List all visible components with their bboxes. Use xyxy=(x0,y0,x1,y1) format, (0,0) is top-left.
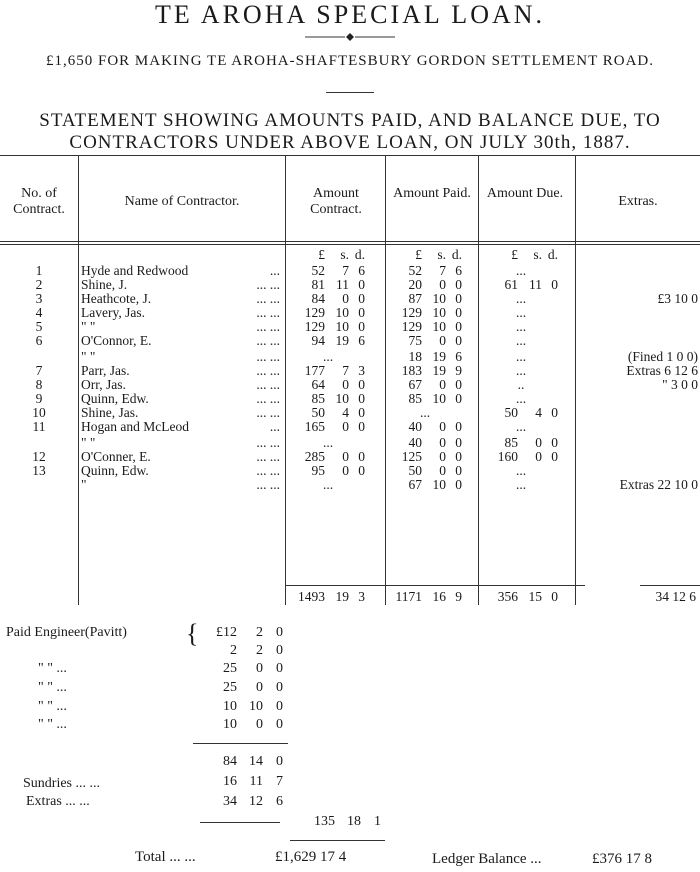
contractor-name: Parr, Jas. xyxy=(81,363,130,378)
contract-amount-shillings: 0 xyxy=(342,449,349,464)
table-row xyxy=(0,464,700,478)
row-leader-dots: ... ... xyxy=(256,391,280,406)
row-leader-dots: ... ... xyxy=(256,349,280,364)
contract-no: 2 xyxy=(35,277,43,292)
due-amount-empty: ... xyxy=(515,319,527,334)
ledger-amount: £376 17 8 xyxy=(592,851,652,867)
contract-amount-shillings: 10 xyxy=(335,391,349,406)
contract-amount-pounds: 84 xyxy=(311,291,325,306)
contractor-name: O'Conner, E. xyxy=(81,449,151,464)
paid-amount-pence: 9 xyxy=(455,363,462,378)
contract-amount-pounds: 165 xyxy=(304,419,325,434)
total-paid-pence: 9 xyxy=(455,589,462,604)
row-leader-dots: ... ... xyxy=(256,405,280,420)
due-amount-empty: ... xyxy=(515,305,527,320)
table-row xyxy=(0,420,700,434)
contract-no: 6 xyxy=(35,333,43,348)
engineer-payment-shillings: 0 xyxy=(256,717,263,732)
contract-amount-pounds: 50 xyxy=(311,405,325,420)
row-leader-dots: ... xyxy=(269,263,280,278)
contractor-name: " xyxy=(81,477,87,492)
engineer-payment xyxy=(0,681,700,695)
row-leader-dots: ... ... xyxy=(256,449,280,464)
due-amount-empty: ... xyxy=(515,333,527,348)
paid-amount-pence: 0 xyxy=(455,319,462,334)
engineer-payment-pence: 0 xyxy=(276,625,283,640)
contractor-name: Lavery, Jas. xyxy=(81,305,145,320)
engineer-payment xyxy=(0,644,700,658)
contract-amount-pounds: 52 xyxy=(311,263,325,278)
due-amount-shillings: 11 xyxy=(529,277,542,292)
contract-amount-shillings: 7 xyxy=(342,363,349,378)
engineer-label: Paid Engineer(Pavitt) xyxy=(6,625,127,640)
header-contractor-name: Name of Contractor. xyxy=(124,194,240,209)
paid-amount-pounds: 183 xyxy=(401,363,422,378)
sundries-label: Sundries ... ... xyxy=(23,776,100,791)
row-leader-dots: ... ... xyxy=(256,277,280,292)
extras-amount xyxy=(0,795,700,809)
row-leader-dots: ... ... xyxy=(256,333,280,348)
contract-no: 3 xyxy=(35,291,43,306)
engineer-payment-pounds: £12 xyxy=(216,625,237,640)
contract-amount-pence: 0 xyxy=(358,391,365,406)
paid-amount-pounds: 40 xyxy=(408,435,422,450)
table-row xyxy=(0,406,700,420)
contract-amount-pounds: 129 xyxy=(304,305,325,320)
row-leader-dots: ... ... xyxy=(256,377,280,392)
contractor-name: " " xyxy=(81,349,96,364)
contract-amount-pounds: 285 xyxy=(304,449,325,464)
total-due-shillings: 15 xyxy=(528,589,542,604)
paid-amount-pence: 0 xyxy=(455,291,462,306)
paid-amount-shillings: 0 xyxy=(439,463,446,478)
total-contract-shillings: 19 xyxy=(335,589,349,604)
contract-no: 7 xyxy=(35,363,43,378)
engineer-payment-pounds: 25 xyxy=(223,661,237,676)
row-leader-dots: ... ... xyxy=(256,435,280,450)
total-label: Total ... ... xyxy=(135,849,196,865)
header-amount-due: Amount Due. xyxy=(486,186,564,201)
contract-no: 9 xyxy=(35,391,43,406)
engineer-subtotal xyxy=(0,755,700,769)
contract-amount-shillings: 10 xyxy=(335,305,349,320)
unit-contract-pounds: £ xyxy=(318,247,325,262)
unit-paid-pounds: £ xyxy=(415,247,422,262)
paid-amount-shillings: 10 xyxy=(432,305,446,320)
due-amount-pence: 0 xyxy=(551,277,558,292)
totals-rule xyxy=(285,585,585,586)
due-amount-pence: 0 xyxy=(551,405,558,420)
paid-amount-pounds: 18 xyxy=(408,349,422,364)
due-amount-empty: ... xyxy=(515,363,527,378)
contract-no: 12 xyxy=(32,449,46,464)
paid-amount-pence: 0 xyxy=(455,449,462,464)
unit-due-shillings: s. xyxy=(533,247,542,262)
engineer-payment-shillings: 2 xyxy=(256,643,263,658)
engineer-payment-pence: 0 xyxy=(276,680,283,695)
table-header-rule xyxy=(0,241,700,242)
contract-amount-shillings: 4 xyxy=(342,405,349,420)
engineer-payment xyxy=(0,626,700,640)
engineer-payment-label: " " ... xyxy=(38,680,67,695)
engineer-payment-pounds: 25 xyxy=(223,680,237,695)
due-amount-empty: ... xyxy=(515,263,527,278)
engineer-payment-shillings: 2 xyxy=(256,625,263,640)
contractor-name: Shine, Jas. xyxy=(81,405,139,420)
contractor-name: " " xyxy=(81,319,96,334)
extras-amount-shillings: 12 xyxy=(249,794,263,809)
sundries-amount xyxy=(0,775,700,789)
paid-amount-pounds: 75 xyxy=(408,333,422,348)
contract-amount-pounds: 94 xyxy=(311,333,325,348)
total-contract-pounds: 1493 xyxy=(298,589,325,604)
paid-amount-pounds: 125 xyxy=(401,449,422,464)
total-contract-pence: 3 xyxy=(358,589,365,604)
header-contract-no: No. of Contract. xyxy=(13,186,65,217)
document-title: TE AROHA SPECIAL LOAN. xyxy=(154,0,546,29)
engineer-sum-shillings: 18 xyxy=(347,814,361,829)
due-amount-pence: 0 xyxy=(551,449,558,464)
paid-amount-pence: 0 xyxy=(455,377,462,392)
engineer-subtotal-pounds: 84 xyxy=(223,754,237,769)
contract-amount-pounds: 95 xyxy=(311,463,325,478)
contract-no: 11 xyxy=(32,419,46,434)
contract-amount-empty: ... xyxy=(322,435,334,450)
header-amount-contract: Amount Contract. xyxy=(310,186,362,217)
table-header-rule-2 xyxy=(0,244,700,245)
contract-amount-pence: 0 xyxy=(358,277,365,292)
engineer-sum xyxy=(0,815,700,829)
row-leader-dots: ... ... xyxy=(256,305,280,320)
paid-amount-pence: 0 xyxy=(455,391,462,406)
paid-amount-pence: 0 xyxy=(455,277,462,292)
due-amount-empty: ... xyxy=(515,477,527,492)
paid-amount-shillings: 10 xyxy=(432,391,446,406)
paid-amount-pounds: 67 xyxy=(408,377,422,392)
contractor-name: Shine, J. xyxy=(81,277,128,292)
contract-amount-pence: 6 xyxy=(358,333,365,348)
engineer-payment-label: " " ... xyxy=(38,699,67,714)
paid-amount-shillings: 0 xyxy=(439,377,446,392)
total-due-pounds: 356 xyxy=(497,589,518,604)
paid-amount-shillings: 0 xyxy=(439,333,446,348)
paid-amount-pence: 6 xyxy=(455,263,462,278)
total-due-pence: 0 xyxy=(551,589,558,604)
due-amount-empty: ... xyxy=(515,419,527,434)
contract-amount-pence: 0 xyxy=(358,449,365,464)
row-leader-dots: ... ... xyxy=(256,477,280,492)
table-row xyxy=(0,334,700,348)
contractor-name: Orr, Jas. xyxy=(81,377,126,392)
engineer-payment-pence: 0 xyxy=(276,717,283,732)
contract-no: 8 xyxy=(35,377,43,392)
table-row xyxy=(0,392,700,406)
table-row xyxy=(0,264,700,278)
due-amount-empty: ... xyxy=(515,463,527,478)
unit-paid-shillings: s. xyxy=(437,247,446,262)
paid-amount-pounds: 20 xyxy=(408,277,422,292)
engineer-payment xyxy=(0,718,700,732)
due-amount-empty: ... xyxy=(515,349,527,364)
brace-mark: { xyxy=(186,619,199,648)
table-row xyxy=(0,364,700,378)
paid-amount-shillings: 10 xyxy=(432,291,446,306)
due-amount-empty: ... xyxy=(515,391,527,406)
row-leader-dots: ... ... xyxy=(256,463,280,478)
contract-amount-pence: 6 xyxy=(358,263,365,278)
document-subtitle: £1,650 FOR MAKING TE AROHA-SHAFTESBURY GORDON SETTLEMENT ROAD. xyxy=(45,53,654,69)
extras-amount-pounds: 34 xyxy=(223,794,237,809)
extras-label: Extras ... ... xyxy=(26,794,90,809)
due-amount-pounds: 61 xyxy=(504,277,518,292)
divider-rule xyxy=(326,92,374,93)
header-extras: Extras. xyxy=(618,194,658,209)
paid-amount-shillings: 0 xyxy=(439,449,446,464)
contract-amount-shillings: 0 xyxy=(342,419,349,434)
contract-amount-shillings: 0 xyxy=(342,377,349,392)
unit-paid-pence: d. xyxy=(451,247,462,262)
engineer-payment-pence: 0 xyxy=(276,643,283,658)
table-row xyxy=(0,478,700,492)
contractor-name: Quinn, Edw. xyxy=(81,463,149,478)
contract-amount-shillings: 0 xyxy=(342,463,349,478)
contract-amount-shillings: 11 xyxy=(336,277,349,292)
sundries-amount-shillings: 11 xyxy=(249,774,263,789)
engineer-subtotal-rule xyxy=(193,743,288,744)
grand-rule xyxy=(290,840,385,841)
paid-amount-shillings: 19 xyxy=(432,349,446,364)
due-amount-shillings: 4 xyxy=(535,405,542,420)
extras-amount: " 3 0 0 xyxy=(662,377,698,392)
paid-amount-empty: ... xyxy=(419,405,431,420)
ledger-label: Ledger Balance ... xyxy=(432,851,542,867)
engineer-subtotal-pence: 0 xyxy=(276,754,283,769)
total-paid-shillings: 16 xyxy=(432,589,446,604)
engineer-sum-pence: 1 xyxy=(374,814,381,829)
contract-amount-pence: 0 xyxy=(358,463,365,478)
extras-amount: Extras 6 12 6 xyxy=(626,363,698,378)
total-extras: 34 12 6 xyxy=(655,589,696,604)
paid-amount-shillings: 7 xyxy=(439,263,446,278)
table-row xyxy=(0,450,700,464)
due-amount-shillings: 0 xyxy=(535,435,542,450)
row-leader-dots: ... ... xyxy=(256,363,280,378)
table-row xyxy=(0,278,700,292)
due-amount-pence: 0 xyxy=(551,435,558,450)
due-amount-pounds: 50 xyxy=(504,405,518,420)
contract-amount-pence: 3 xyxy=(358,363,365,378)
table-row xyxy=(0,320,700,334)
paid-amount-pence: 0 xyxy=(455,463,462,478)
contractor-name: " " xyxy=(81,435,96,450)
contract-no: 13 xyxy=(32,463,46,478)
table-row xyxy=(0,292,700,306)
contract-amount-pounds: 81 xyxy=(311,277,325,292)
paid-amount-shillings: 19 xyxy=(432,363,446,378)
engineer-payment-pounds: 2 xyxy=(230,643,237,658)
paid-amount-pence: 0 xyxy=(455,477,462,492)
currency-units-row xyxy=(0,248,700,262)
paid-amount-pounds: 87 xyxy=(408,291,422,306)
contract-amount-pence: 0 xyxy=(358,377,365,392)
total-amount: £1,629 17 4 xyxy=(275,849,347,865)
extras-amount-pence: 6 xyxy=(276,794,283,809)
paid-amount-pounds: 40 xyxy=(408,419,422,434)
paid-amount-pence: 0 xyxy=(455,419,462,434)
contractor-name: Hogan and McLeod xyxy=(81,419,189,434)
engineer-payment-shillings: 0 xyxy=(256,680,263,695)
contractor-name: Quinn, Edw. xyxy=(81,391,149,406)
contract-amount-shillings: 0 xyxy=(342,291,349,306)
paid-amount-shillings: 10 xyxy=(432,319,446,334)
paid-amount-pounds: 129 xyxy=(401,319,422,334)
paid-amount-pence: 6 xyxy=(455,349,462,364)
total-paid-pounds: 1171 xyxy=(395,589,422,604)
engineer-payment-pounds: 10 xyxy=(223,699,237,714)
engineer-payment-label: " " ... xyxy=(38,717,67,732)
contract-amount-empty: ... xyxy=(322,349,334,364)
contract-amount-pence: 0 xyxy=(358,405,365,420)
contract-no: 1 xyxy=(35,263,43,278)
engineer-payment-label: " " ... xyxy=(38,661,67,676)
contractor-name: Hyde and Redwood xyxy=(81,263,189,278)
contract-amount-shillings: 10 xyxy=(335,319,349,334)
sundries-amount-pounds: 16 xyxy=(223,774,237,789)
sum-rule xyxy=(200,822,280,823)
row-leader-dots: ... ... xyxy=(256,319,280,334)
contract-amount-pence: 0 xyxy=(358,291,365,306)
table-row xyxy=(0,306,700,320)
paid-amount-shillings: 0 xyxy=(439,419,446,434)
paid-amount-shillings: 0 xyxy=(439,277,446,292)
unit-due-pence: d. xyxy=(547,247,558,262)
contract-amount-pounds: 64 xyxy=(311,377,325,392)
contract-no: 4 xyxy=(35,305,43,320)
contractor-name: O'Connor, E. xyxy=(81,333,152,348)
unit-contract-shillings: s. xyxy=(340,247,349,262)
paid-amount-pounds: 52 xyxy=(408,263,422,278)
table-row xyxy=(0,350,700,364)
engineer-payment-pounds: 10 xyxy=(223,717,237,732)
extras-amount: Extras 22 10 0 xyxy=(619,477,698,492)
table-top-rule xyxy=(0,155,700,156)
unit-due-pounds: £ xyxy=(511,247,518,262)
statement-heading: STATEMENT SHOWING AMOUNTS PAID, AND BALANCE DUE, TO CONTRACTORS UNDER ABOVE LOAN, ON JULY 30th, 1887. xyxy=(39,110,661,153)
contract-amount-pence: 0 xyxy=(358,419,365,434)
paid-amount-pence: 0 xyxy=(455,435,462,450)
contract-amount-shillings: 19 xyxy=(335,333,349,348)
paid-amount-shillings: 0 xyxy=(439,435,446,450)
paid-amount-pounds: 85 xyxy=(408,391,422,406)
engineer-sum-pounds: 135 xyxy=(314,814,335,829)
engineer-payment xyxy=(0,662,700,676)
contractor-name: Heathcote, J. xyxy=(81,291,152,306)
engineer-payment-pence: 0 xyxy=(276,699,283,714)
engineer-payment-shillings: 10 xyxy=(249,699,263,714)
extras-amount: (Fined 1 0 0) xyxy=(627,349,698,364)
engineer-payment-pence: 0 xyxy=(276,661,283,676)
engineer-payment xyxy=(0,700,700,714)
extras-amount: £3 10 0 xyxy=(657,291,698,306)
contract-no: 5 xyxy=(35,319,43,334)
paid-amount-pounds: 129 xyxy=(401,305,422,320)
paid-amount-pounds: 67 xyxy=(408,477,422,492)
due-amount-empty: ... xyxy=(515,291,527,306)
due-amount-pounds: 85 xyxy=(504,435,518,450)
paid-amount-pence: 0 xyxy=(455,305,462,320)
contract-amount-empty: ... xyxy=(322,477,334,492)
due-amount-shillings: 0 xyxy=(535,449,542,464)
contract-amount-pounds: 85 xyxy=(311,391,325,406)
sundries-amount-pence: 7 xyxy=(276,774,283,789)
engineer-subtotal-shillings: 14 xyxy=(249,754,263,769)
paid-amount-pence: 0 xyxy=(455,333,462,348)
contract-amount-shillings: 7 xyxy=(342,263,349,278)
totals-row xyxy=(0,590,700,604)
header-amount-paid: Amount Paid. xyxy=(393,186,471,201)
contract-amount-pence: 0 xyxy=(358,305,365,320)
unit-contract-pence: d. xyxy=(354,247,365,262)
row-leader-dots: ... ... xyxy=(256,291,280,306)
engineer-payment-shillings: 0 xyxy=(256,661,263,676)
contract-amount-pounds: 177 xyxy=(304,363,325,378)
paid-amount-shillings: 10 xyxy=(432,477,446,492)
extras-totals-rule xyxy=(640,585,700,586)
ornament-divider xyxy=(305,32,395,42)
contract-no: 10 xyxy=(32,405,46,420)
contract-amount-pence: 0 xyxy=(358,319,365,334)
table-row xyxy=(0,436,700,450)
row-leader-dots: ... xyxy=(269,419,280,434)
table-row xyxy=(0,378,700,392)
contract-amount-pounds: 129 xyxy=(304,319,325,334)
due-amount-empty: .. xyxy=(517,377,525,392)
paid-amount-pounds: 50 xyxy=(408,463,422,478)
due-amount-pounds: 160 xyxy=(497,449,518,464)
